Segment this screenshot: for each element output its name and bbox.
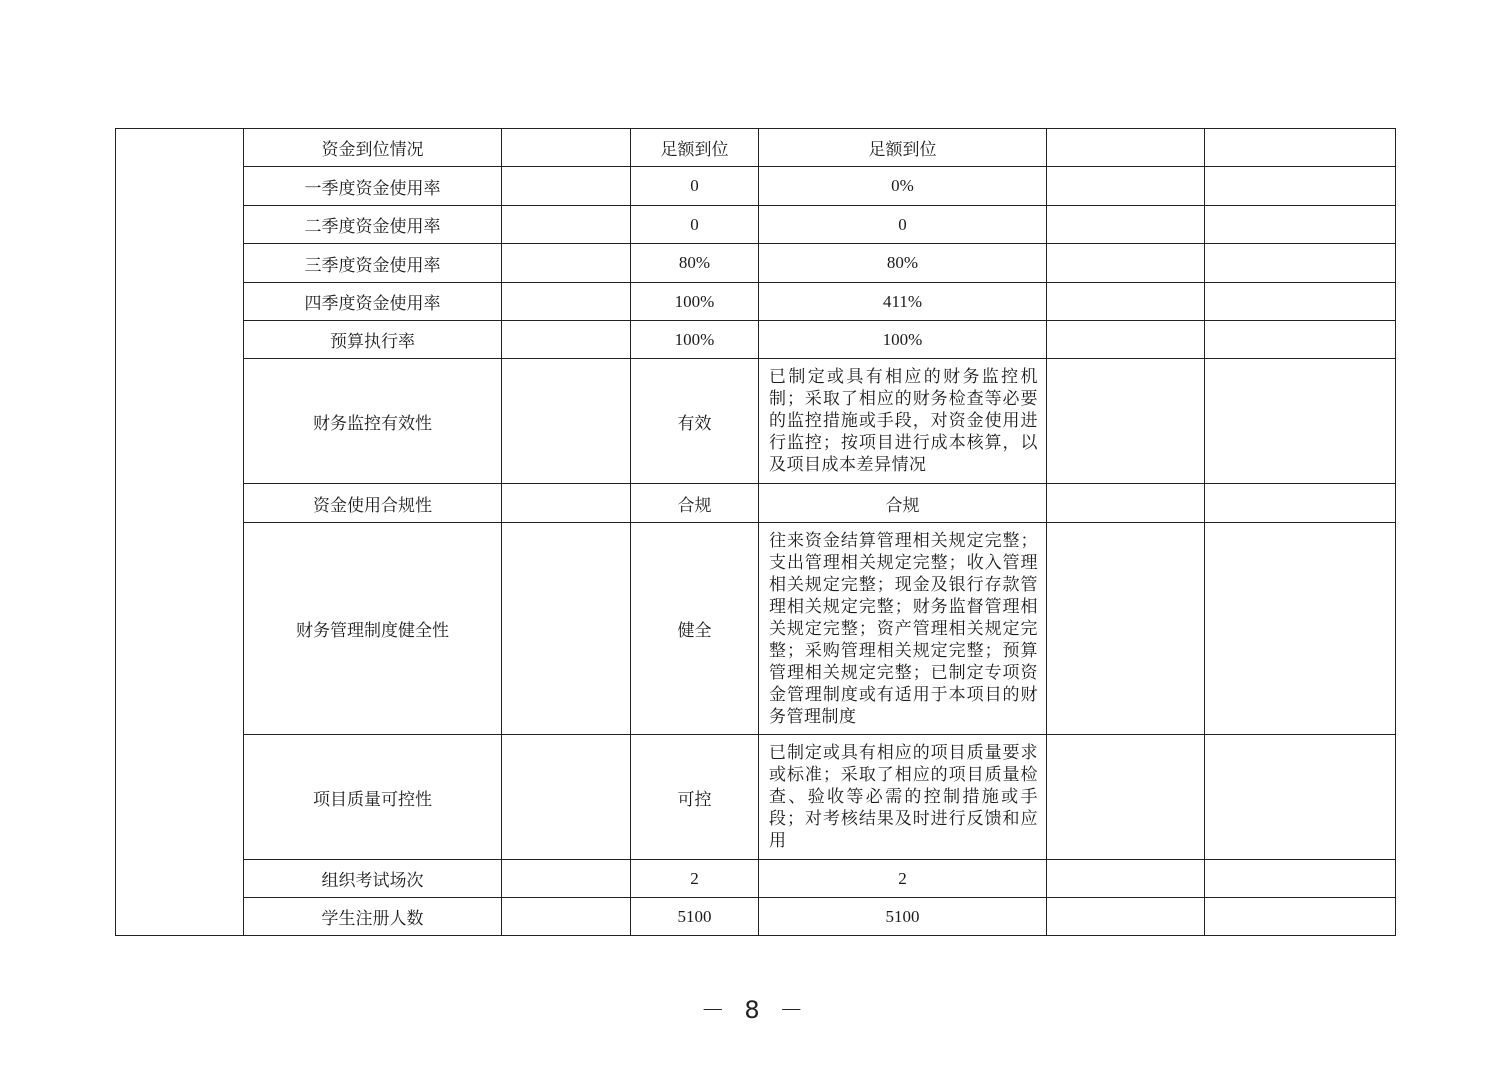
target-value-cell: 可控 — [631, 735, 759, 860]
empty-cell — [1205, 206, 1396, 244]
target-value-cell: 健全 — [631, 523, 759, 735]
empty-cell — [1047, 523, 1205, 735]
target-value-cell: 足额到位 — [631, 129, 759, 167]
table-row — [116, 167, 1396, 206]
empty-cell — [1047, 735, 1205, 860]
indicator-cell: 三季度资金使用率 — [244, 244, 502, 283]
empty-cell — [1205, 244, 1396, 283]
table-row — [116, 523, 1396, 735]
empty-cell — [502, 206, 631, 244]
empty-cell — [1205, 484, 1396, 523]
target-value-cell: 有效 — [631, 359, 759, 484]
empty-cell — [1205, 129, 1396, 167]
empty-cell — [1047, 167, 1205, 206]
empty-cell — [1047, 321, 1205, 359]
empty-cell — [1205, 359, 1396, 484]
actual-value-cell: 足额到位 — [759, 129, 1047, 167]
target-value-cell: 0 — [631, 206, 759, 244]
actual-value-cell: 往来资金结算管理相关规定完整；支出管理相关规定完整；收入管理相关规定完整；现金及银行存款管理相关规定完整；财务监督管理相关规定完整；资产管理相关规定完整；采购管理相关规定完整；预算管理相关规定完整；已制定专项资金管理制度或有适用于本项目的财务管理制度 — [759, 523, 1047, 735]
indicator-cell: 财务监控有效性 — [244, 359, 502, 484]
empty-cell — [1047, 129, 1205, 167]
indicator-cell: 四季度资金使用率 — [244, 283, 502, 321]
indicator-cell: 学生注册人数 — [244, 898, 502, 936]
actual-value-cell: 80% — [759, 244, 1047, 283]
table-row — [116, 206, 1396, 244]
table-row — [116, 484, 1396, 523]
table-row — [116, 244, 1396, 283]
empty-cell — [502, 484, 631, 523]
empty-cell — [502, 860, 631, 898]
empty-cell — [502, 523, 631, 735]
empty-cell — [1047, 283, 1205, 321]
target-value-cell: 2 — [631, 860, 759, 898]
indicator-cell: 资金到位情况 — [244, 129, 502, 167]
actual-value-cell: 5100 — [759, 898, 1047, 936]
indicator-cell: 财务管理制度健全性 — [244, 523, 502, 735]
empty-cell — [502, 898, 631, 936]
table-row — [116, 359, 1396, 484]
indicator-cell: 一季度资金使用率 — [244, 167, 502, 206]
empty-cell — [502, 359, 631, 484]
actual-value-cell: 已制定或具有相应的财务监控机制；采取了相应的财务检查等必要的监控措施或手段，对资金使用进行监控；按项目进行成本核算，以及项目成本差异情况 — [759, 359, 1047, 484]
empty-cell — [502, 129, 631, 167]
actual-value-cell: 2 — [759, 860, 1047, 898]
empty-cell — [1047, 484, 1205, 523]
merged-category-cell — [116, 129, 244, 936]
empty-cell — [502, 167, 631, 206]
empty-cell — [1205, 898, 1396, 936]
actual-value-cell: 已制定或具有相应的项目质量要求或标准；采取了相应的项目质量检查、验收等必需的控制措施或手段；对考核结果及时进行反馈和应用 — [759, 735, 1047, 860]
target-value-cell: 合规 — [631, 484, 759, 523]
target-value-cell: 5100 — [631, 898, 759, 936]
indicator-cell: 资金使用合规性 — [244, 484, 502, 523]
target-value-cell: 100% — [631, 283, 759, 321]
empty-cell — [502, 321, 631, 359]
empty-cell — [1205, 735, 1396, 860]
actual-value-cell: 411% — [759, 283, 1047, 321]
table-row — [116, 898, 1396, 936]
empty-cell — [1047, 359, 1205, 484]
performance-indicator-table — [115, 128, 1396, 936]
target-value-cell: 80% — [631, 244, 759, 283]
empty-cell — [1205, 283, 1396, 321]
empty-cell — [1047, 860, 1205, 898]
empty-cell — [1047, 206, 1205, 244]
empty-cell — [502, 244, 631, 283]
page-number: － 8 － — [700, 996, 810, 1024]
target-value-cell: 0 — [631, 167, 759, 206]
table-row — [116, 735, 1396, 860]
empty-cell — [1205, 167, 1396, 206]
empty-cell — [1205, 321, 1396, 359]
table-row — [116, 321, 1396, 359]
indicator-cell: 二季度资金使用率 — [244, 206, 502, 244]
indicator-cell: 组织考试场次 — [244, 860, 502, 898]
empty-cell — [502, 283, 631, 321]
actual-value-cell: 0 — [759, 206, 1047, 244]
indicator-cell: 项目质量可控性 — [244, 735, 502, 860]
empty-cell — [1047, 898, 1205, 936]
empty-cell — [502, 735, 631, 860]
table-row — [116, 283, 1396, 321]
empty-cell — [1205, 860, 1396, 898]
table-row — [116, 860, 1396, 898]
empty-cell — [1205, 523, 1396, 735]
actual-value-cell: 100% — [759, 321, 1047, 359]
table-row — [116, 129, 1396, 167]
actual-value-cell: 合规 — [759, 484, 1047, 523]
actual-value-cell: 0% — [759, 167, 1047, 206]
target-value-cell: 100% — [631, 321, 759, 359]
empty-cell — [1047, 244, 1205, 283]
indicator-cell: 预算执行率 — [244, 321, 502, 359]
